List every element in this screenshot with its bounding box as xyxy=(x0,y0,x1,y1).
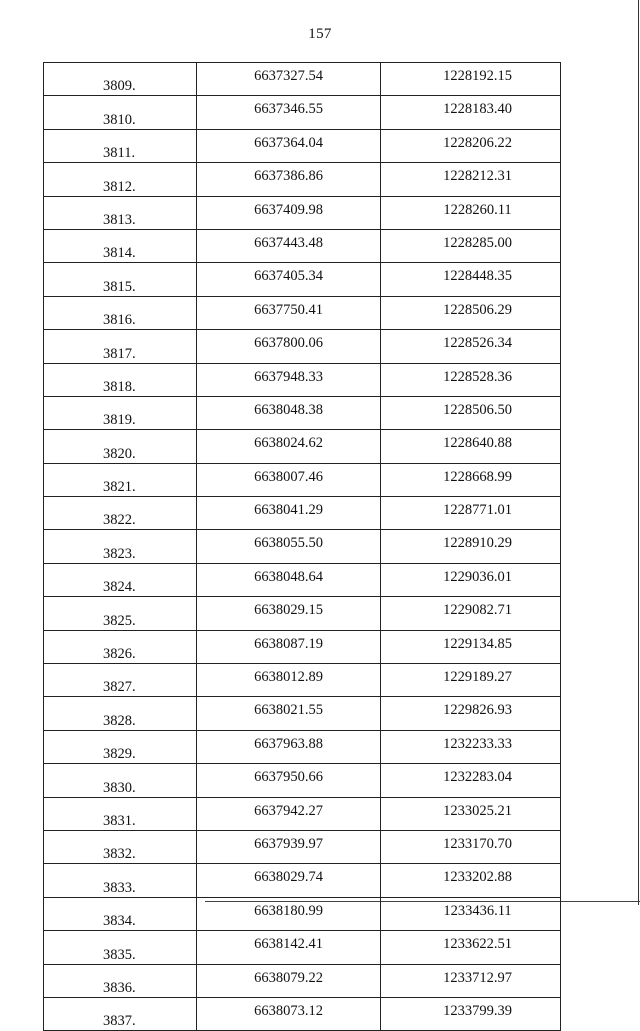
point-number-cell: 3822. xyxy=(44,497,197,530)
x-coordinate-cell: 6638048.64 xyxy=(197,563,381,596)
table-row xyxy=(44,997,561,1030)
x-coordinate-cell: 6638012.89 xyxy=(197,664,381,697)
point-number-cell: 3836. xyxy=(44,964,197,997)
y-coordinate-cell: 1228206.22 xyxy=(381,129,561,162)
point-number-cell: 3814. xyxy=(44,229,197,262)
x-coordinate-cell: 6638073.12 xyxy=(197,997,381,1030)
y-coordinate-cell: 1228526.34 xyxy=(381,330,561,363)
coordinates-table-body xyxy=(44,63,561,1031)
x-coordinate-cell: 6637386.86 xyxy=(197,163,381,196)
x-coordinate-cell: 6638024.62 xyxy=(197,430,381,463)
x-coordinate-cell: 6637750.41 xyxy=(197,296,381,329)
point-number-cell: 3813. xyxy=(44,196,197,229)
x-coordinate-cell: 6637346.55 xyxy=(197,96,381,129)
table-row xyxy=(44,163,561,196)
point-number-cell: 3815. xyxy=(44,263,197,296)
y-coordinate-cell: 1228910.29 xyxy=(381,530,561,563)
point-number-cell: 3820. xyxy=(44,430,197,463)
table-row xyxy=(44,63,561,96)
point-number-cell: 3816. xyxy=(44,296,197,329)
point-number-cell: 3811. xyxy=(44,129,197,162)
x-coordinate-cell: 6638142.41 xyxy=(197,931,381,964)
point-number-cell: 3825. xyxy=(44,597,197,630)
point-number-cell: 3819. xyxy=(44,396,197,429)
y-coordinate-cell: 1228212.31 xyxy=(381,163,561,196)
x-coordinate-cell: 6638041.29 xyxy=(197,497,381,530)
scan-edge-right xyxy=(638,0,639,905)
point-number-cell: 3812. xyxy=(44,163,197,196)
table-row xyxy=(44,229,561,262)
table-row xyxy=(44,830,561,863)
table-row xyxy=(44,330,561,363)
table-row xyxy=(44,697,561,730)
x-coordinate-cell: 6637327.54 xyxy=(197,63,381,96)
y-coordinate-cell: 1228448.35 xyxy=(381,263,561,296)
table-row xyxy=(44,797,561,830)
point-number-cell: 3824. xyxy=(44,563,197,596)
x-coordinate-cell: 6637364.04 xyxy=(197,129,381,162)
y-coordinate-cell: 1232283.04 xyxy=(381,764,561,797)
x-coordinate-cell: 6637942.27 xyxy=(197,797,381,830)
table-row xyxy=(44,196,561,229)
y-coordinate-cell: 1228528.36 xyxy=(381,363,561,396)
y-coordinate-cell: 1229082.71 xyxy=(381,597,561,630)
point-number-cell: 3823. xyxy=(44,530,197,563)
x-coordinate-cell: 6638021.55 xyxy=(197,697,381,730)
table-row xyxy=(44,396,561,429)
table-row xyxy=(44,129,561,162)
x-coordinate-cell: 6638007.46 xyxy=(197,463,381,496)
point-number-cell: 3828. xyxy=(44,697,197,730)
y-coordinate-cell: 1233436.11 xyxy=(381,897,561,930)
y-coordinate-cell: 1229826.93 xyxy=(381,697,561,730)
point-number-cell: 3837. xyxy=(44,997,197,1030)
x-coordinate-cell: 6638180.99 xyxy=(197,897,381,930)
table-row xyxy=(44,764,561,797)
table-row xyxy=(44,296,561,329)
table-row xyxy=(44,664,561,697)
y-coordinate-cell: 1228640.88 xyxy=(381,430,561,463)
x-coordinate-cell: 6637950.66 xyxy=(197,764,381,797)
x-coordinate-cell: 6638079.22 xyxy=(197,964,381,997)
x-coordinate-cell: 6638048.38 xyxy=(197,396,381,429)
table-row xyxy=(44,530,561,563)
point-number-cell: 3829. xyxy=(44,730,197,763)
table-row xyxy=(44,897,561,930)
y-coordinate-cell: 1233799.39 xyxy=(381,997,561,1030)
x-coordinate-cell: 6637939.97 xyxy=(197,830,381,863)
table-row xyxy=(44,463,561,496)
x-coordinate-cell: 6637405.34 xyxy=(197,263,381,296)
y-coordinate-cell: 1229189.27 xyxy=(381,664,561,697)
point-number-cell: 3809. xyxy=(44,63,197,96)
y-coordinate-cell: 1228183.40 xyxy=(381,96,561,129)
y-coordinate-cell: 1229036.01 xyxy=(381,563,561,596)
y-coordinate-cell: 1228285.00 xyxy=(381,229,561,262)
point-number-cell: 3818. xyxy=(44,363,197,396)
y-coordinate-cell: 1228192.15 xyxy=(381,63,561,96)
table-row xyxy=(44,630,561,663)
point-number-cell: 3835. xyxy=(44,931,197,964)
y-coordinate-cell: 1228668.99 xyxy=(381,463,561,496)
x-coordinate-cell: 6638029.15 xyxy=(197,597,381,630)
y-coordinate-cell: 1229134.85 xyxy=(381,630,561,663)
y-coordinate-cell: 1233622.51 xyxy=(381,931,561,964)
x-coordinate-cell: 6637443.48 xyxy=(197,229,381,262)
table-row xyxy=(44,430,561,463)
point-number-cell: 3827. xyxy=(44,664,197,697)
coordinates-table xyxy=(43,62,561,1031)
x-coordinate-cell: 6638055.50 xyxy=(197,530,381,563)
table-row xyxy=(44,497,561,530)
x-coordinate-cell: 6637409.98 xyxy=(197,196,381,229)
y-coordinate-cell: 1228260.11 xyxy=(381,196,561,229)
table-row xyxy=(44,931,561,964)
table-row xyxy=(44,563,561,596)
x-coordinate-cell: 6637800.06 xyxy=(197,330,381,363)
point-number-cell: 3834. xyxy=(44,897,197,930)
y-coordinate-cell: 1233025.21 xyxy=(381,797,561,830)
y-coordinate-cell: 1228506.29 xyxy=(381,296,561,329)
point-number-cell: 3830. xyxy=(44,764,197,797)
point-number-cell: 3832. xyxy=(44,830,197,863)
table-row xyxy=(44,363,561,396)
y-coordinate-cell: 1233170.70 xyxy=(381,830,561,863)
table-row xyxy=(44,730,561,763)
table-row xyxy=(44,96,561,129)
point-number-cell: 3833. xyxy=(44,864,197,897)
page-number: 157 xyxy=(308,26,332,42)
point-number-cell: 3817. xyxy=(44,330,197,363)
x-coordinate-cell: 6638029.74 xyxy=(197,864,381,897)
table-row xyxy=(44,864,561,897)
y-coordinate-cell: 1228771.01 xyxy=(381,497,561,530)
point-number-cell: 3831. xyxy=(44,797,197,830)
y-coordinate-cell: 1232233.33 xyxy=(381,730,561,763)
x-coordinate-cell: 6637963.88 xyxy=(197,730,381,763)
x-coordinate-cell: 6637948.33 xyxy=(197,363,381,396)
table-row xyxy=(44,263,561,296)
y-coordinate-cell: 1233202.88 xyxy=(381,864,561,897)
y-coordinate-cell: 1233712.97 xyxy=(381,964,561,997)
x-coordinate-cell: 6638087.19 xyxy=(197,630,381,663)
point-number-cell: 3821. xyxy=(44,463,197,496)
y-coordinate-cell: 1228506.50 xyxy=(381,396,561,429)
point-number-cell: 3810. xyxy=(44,96,197,129)
table-row xyxy=(44,964,561,997)
table-row xyxy=(44,597,561,630)
point-number-cell: 3826. xyxy=(44,630,197,663)
